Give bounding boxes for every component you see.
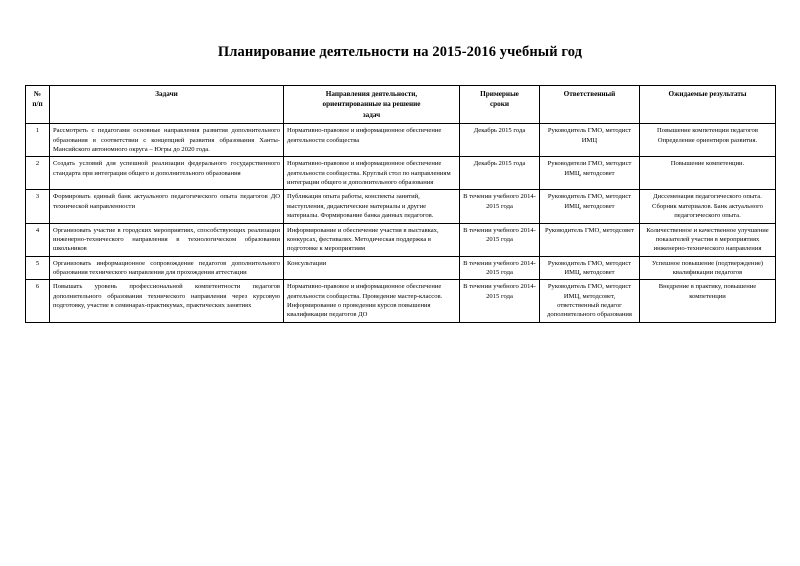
column-header-directions-line1: Направления деятельности,	[325, 90, 418, 98]
table-body	[26, 124, 776, 322]
column-header-responsible: Ответственный	[540, 86, 640, 124]
cell-results: Повышение компетенции педагогов Определение ориентиров развития.	[640, 124, 776, 157]
cell-direction: Информирование и обеспечение участия в выставках, конкурсах, фестивалях. Методическая поддержка в подготовке к мероприятиям	[284, 223, 460, 256]
cell-direction: Консультации	[284, 256, 460, 280]
page-title: Планирование деятельности на 2015-2016 учебный год	[217, 44, 583, 60]
column-header-results: Ожидаемые результаты	[640, 86, 776, 124]
cell-direction: Нормативно-правовое и информационное обеспечение деятельности сообщества. Проведение мастер-классов. Информирование о проведении курсов повышения квалификации педагогов ДО	[284, 280, 460, 322]
cell-terms: В течении учебного 2014-2015 года	[460, 256, 540, 280]
table-row	[26, 223, 776, 256]
cell-direction: Нормативно-правовое и информационное обеспечение деятельности сообщества	[284, 124, 460, 157]
cell-task: Создать условий для успешной реализации федерального государственного стандарта при интеграции общего и дополнительного образования	[50, 157, 284, 190]
cell-terms: В течении учебного 2014-2015 года	[460, 190, 540, 223]
column-header-directions	[284, 86, 460, 124]
cell-task: Организовать участие в городских мероприятиях, способствующих реализации инженерно-технического направления в технологическом образовании школьников	[50, 223, 284, 256]
cell-direction: Нормативно-правовое и информационное обеспечение деятельности сообщества. Круглый стол по направлениям интеграции общего и дополнительного образования	[284, 157, 460, 190]
cell-task: Рассмотреть с педагогами основные направления развития дополнительного образования в соответствии с концепцией развития образования Ханты-Мансийского автономного округа – Югры до 2020 года.	[50, 124, 284, 157]
cell-task: Организовать информационное сопровождение педагогов дополнительного образования технического направления для прохождения аттестации	[50, 256, 284, 280]
column-header-directions-line2: ориентированные на решение	[322, 100, 421, 109]
column-header-tasks: Задачи	[50, 86, 284, 124]
table-header	[26, 86, 776, 124]
cell-results: Внедрение в практику, повышение компетенции	[640, 280, 776, 322]
cell-task: Формировать единый банк актуального педагогического опыта педагогов ДО технической направленности	[50, 190, 284, 223]
cell-terms: Декабрь 2015 года	[460, 124, 540, 157]
cell-responsible: Руководитель ГМО, методист ИМЦ	[540, 124, 640, 157]
cell-number: 5	[26, 256, 50, 280]
table-row	[26, 256, 776, 280]
cell-number: 2	[26, 157, 50, 190]
cell-number: 3	[26, 190, 50, 223]
plan-table-container	[0, 85, 800, 323]
column-header-directions-line3: задач	[362, 110, 381, 119]
cell-results: Успешное повышение (подтверждение) квалификации педагогов	[640, 256, 776, 280]
cell-terms: Декабрь 2015 года	[460, 157, 540, 190]
table-row	[26, 280, 776, 322]
column-header-terms-line2: сроки	[489, 100, 510, 109]
column-header-number-line1: №	[33, 90, 42, 98]
cell-responsible: Руководитель ГМО, методист ИМЦ, методсовет	[540, 190, 640, 223]
table-row	[26, 190, 776, 223]
cell-responsible: Руководители ГМО, методист ИМЦ, методсовет	[540, 157, 640, 190]
column-header-terms-line1: Примерные	[480, 90, 519, 98]
cell-terms: В течении учебного 2014-2015 года	[460, 280, 540, 322]
cell-task: Повышать уровень профессиональной компетентности педагогов дополнительного образования технического направления через курсовую подготовку, участие в семинарах-практикумах, практических занятиях	[50, 280, 284, 322]
table-row	[26, 157, 776, 190]
table-row	[26, 124, 776, 157]
cell-results: Повышение компетенции.	[640, 157, 776, 190]
cell-number: 6	[26, 280, 50, 322]
column-header-number	[26, 86, 50, 124]
cell-responsible: Руководитель ГМО, методист ИМЦ, методсовет, ответственный педагог дополнительного образования	[540, 280, 640, 322]
cell-responsible: Руководитель ГМО, методсовет	[540, 223, 640, 256]
table-header-row	[26, 86, 776, 124]
cell-responsible: Руководитель ГМО, методист ИМЦ, методсовет	[540, 256, 640, 280]
column-header-number-line2: п/п	[32, 100, 43, 109]
planning-table	[25, 85, 776, 323]
cell-number: 1	[26, 124, 50, 157]
column-header-terms	[460, 86, 540, 124]
cell-direction: Публикация опыта работы, конспекты занятий, выступления, дидактические материалы и другие материалы. Формирование банка данных педагогов.	[284, 190, 460, 223]
cell-terms: В течении учебного 2014-2015 года	[460, 223, 540, 256]
cell-results: Количественное и качественное улучшение показателей участия в мероприятиях инженерно-технического направления	[640, 223, 776, 256]
cell-number: 4	[26, 223, 50, 256]
cell-results: Диссеменация педагогического опыта. Сборник материалов. Банк актуального педагогического опыта.	[640, 190, 776, 223]
